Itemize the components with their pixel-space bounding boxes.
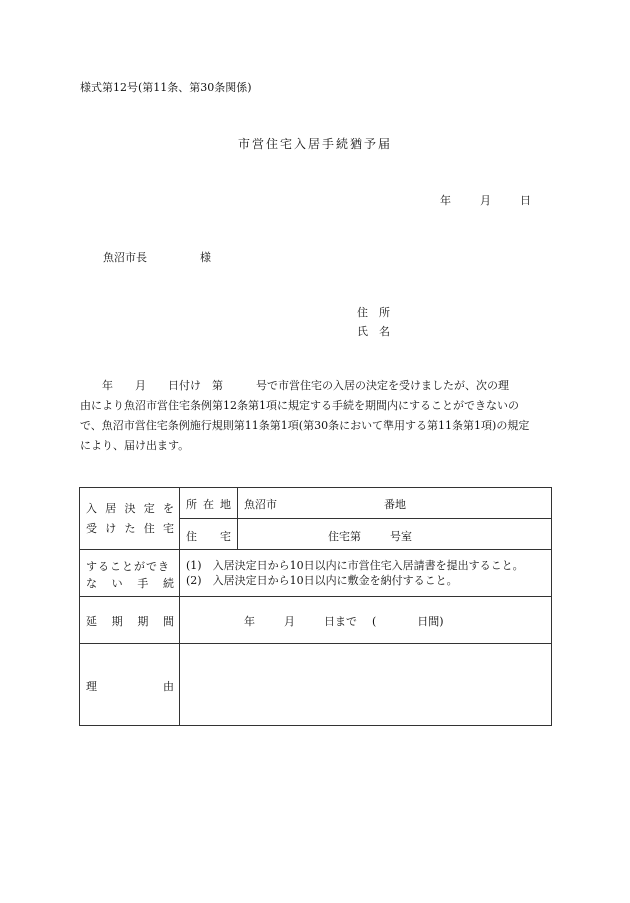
procedures-label: することができ な い 手 続 <box>86 560 174 590</box>
housing-label: 入 居 決 定 を 受 け た 住 宅 <box>86 502 174 535</box>
location-city: 魚沼市 <box>244 498 277 511</box>
body-line: により、届け出ます。 <box>80 439 190 452</box>
addressee-label: 魚沼市長 <box>103 251 147 264</box>
table-divider <box>80 596 551 597</box>
extension-paren: ( <box>372 615 377 628</box>
extension-period <box>244 613 444 629</box>
body-paragraph <box>80 376 550 456</box>
date-day-label: 日 <box>520 194 531 207</box>
body-line: で、魚沼市営住宅条例施行規則第11条第1項(第30条において準用する第11条第1項)の規定 <box>80 419 530 432</box>
list-item: (1) 入居決定日から10日以内に市営住宅入居請書を提出すること。 <box>186 559 524 572</box>
house-label: 住 宅 <box>186 530 231 543</box>
body-line: 年 月 日付け 第 号で市営住宅の入居の決定を受けましたが、次の理 <box>80 379 509 392</box>
reason-label: 理 由 <box>86 680 174 693</box>
form-number: 様式第12号(第11条、第30条関係) <box>80 81 252 94</box>
list-item: (2) 入居決定日から10日以内に敷金を納付すること。 <box>186 574 458 587</box>
date-year-label: 年 <box>440 194 451 207</box>
addressee-honorific: 様 <box>200 251 211 264</box>
applicant-name-label: 氏 名 <box>357 325 390 338</box>
date-line <box>440 192 531 208</box>
extension-days: 日間) <box>417 615 444 628</box>
details-table <box>79 487 552 726</box>
addressee <box>103 249 211 265</box>
location-suffix: 番地 <box>384 498 406 511</box>
procedures-list <box>186 558 524 588</box>
document-title: 市営住宅入居手続猶予届 <box>237 137 392 151</box>
applicant-address-label: 住 所 <box>357 306 390 319</box>
extension-until: 日まで <box>324 615 357 628</box>
house-value: 住宅第 号室 <box>328 530 412 543</box>
date-month-label: 月 <box>480 194 491 207</box>
reason-field[interactable] <box>180 644 550 724</box>
location-label: 所 在 地 <box>186 498 231 511</box>
extension-year: 年 <box>244 615 255 628</box>
body-line: 由により魚沼市営住宅条例第12条第1項に規定する手続を期間内にすることができないの <box>80 399 519 412</box>
extension-label: 延 期 期 間 <box>86 615 174 628</box>
extension-month: 月 <box>284 615 295 628</box>
table-divider <box>80 549 551 550</box>
table-divider <box>179 518 551 519</box>
